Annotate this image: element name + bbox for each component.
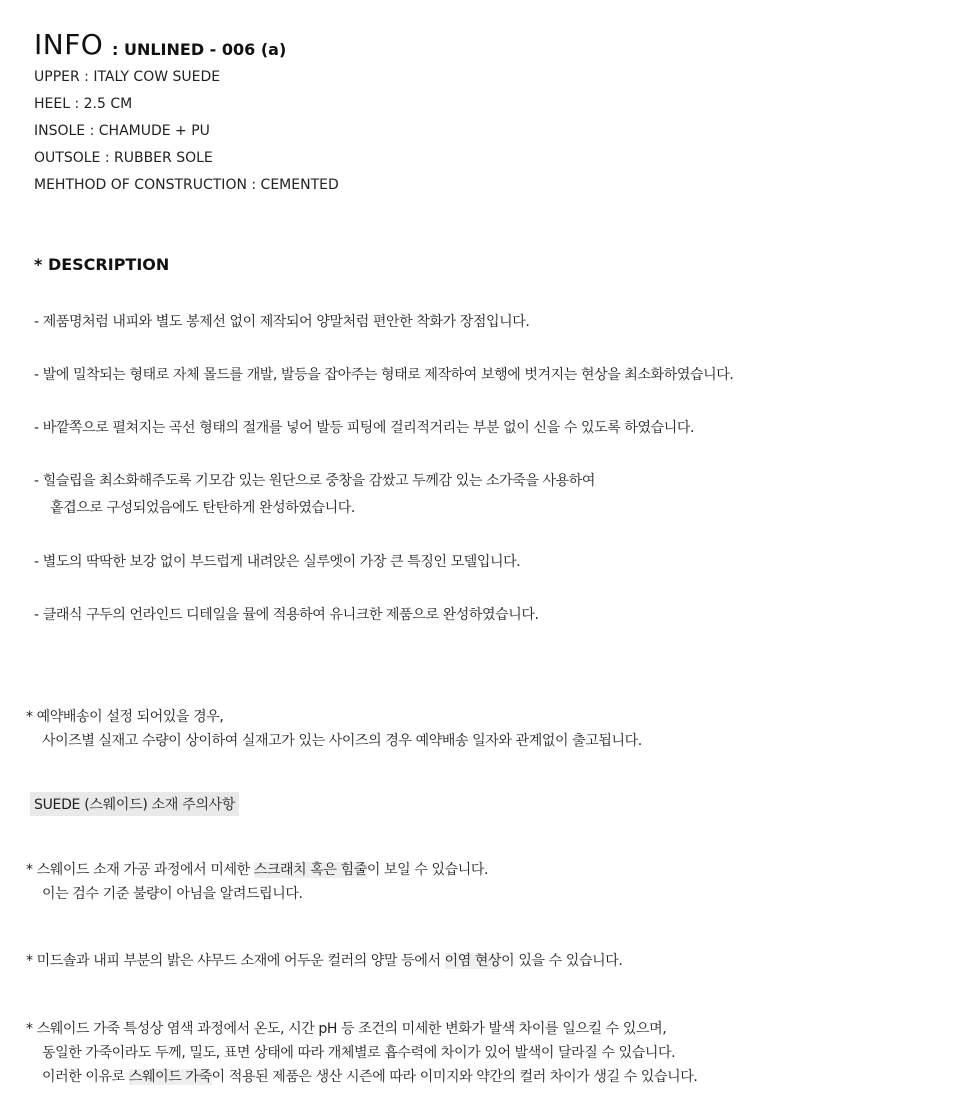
- suede-note-scratch: [26, 859, 488, 879]
- suede-note-text: * 스웨이드 소재 가공 과정에서 미세한: [26, 862, 254, 878]
- description-heading: * DESCRIPTION: [34, 255, 170, 274]
- product-code: : UNLINED - 006 (a): [112, 40, 287, 59]
- suede-note-dye-transfer: [26, 950, 622, 970]
- description-item-continuation: 홑겹으로 구성되었음에도 탄탄하게 완성하였습니다.: [50, 500, 355, 516]
- highlight-text: 이염 현상: [444, 953, 502, 969]
- spec-heel: HEEL : 2.5 CM: [34, 96, 133, 112]
- description-item: - 별도의 딱딱한 보강 없이 부드럽게 내려앉은 실루엣이 가장 큰 특징인 모델입니다.: [34, 554, 521, 570]
- description-item: - 힐슬립을 최소화해주도록 기모감 있는 원단으로 중창을 감쌌고 두께감 있는 소가죽을 사용하여: [34, 473, 596, 489]
- description-item: - 바깥쪽으로 펼쳐지는 곡선 형태의 절개를 넣어 발등 피팅에 걸리적거리는 부분 없이 신을 수 있도록 하였습니다.: [34, 420, 695, 436]
- suede-note-text: * 미드솔과 내피 부분의 밝은 샤무드 소재에 어두운 컬러의 양말 등에서: [26, 953, 445, 969]
- suede-note-color-continuation: [42, 1066, 697, 1086]
- reservation-note: * 예약배송이 설정 되어있을 경우,: [26, 709, 224, 725]
- highlight-text: 스웨이드 가죽: [128, 1069, 212, 1085]
- info-title: INFO: [34, 28, 104, 61]
- suede-note-color: * 스웨이드 가죽 특성상 염색 과정에서 온도, 시간 pH 등 조건의 미세한 변화가 발색 차이를 일으킬 수 있으며,: [26, 1021, 667, 1037]
- spec-outsole: OUTSOLE : RUBBER SOLE: [34, 150, 213, 166]
- suede-note-color-continuation: 동일한 가죽이라도 두께, 밀도, 표면 상태에 따라 개체별로 흡수력에 차이가 있어 발색이 달라질 수 있습니다.: [42, 1045, 676, 1061]
- suede-caution-title: SUEDE (스웨이드) 소재 주의사항: [30, 792, 239, 816]
- suede-note-text: 이 있을 수 있습니다.: [501, 953, 623, 969]
- suede-note-text: 이러한 이유로: [42, 1069, 129, 1085]
- spec-insole: INSOLE : CHAMUDE + PU: [34, 123, 210, 139]
- suede-note-scratch-continuation: 이는 검수 기준 불량이 아님을 알려드립니다.: [42, 886, 303, 902]
- description-item: - 클래식 구두의 언라인드 디테일을 뮬에 적용하여 유니크한 제품으로 완성하였습니다.: [34, 607, 539, 623]
- suede-note-text: 이 적용된 제품은 생산 시즌에 따라 이미지와 약간의 컬러 차이가 생길 수 있습니다.: [211, 1069, 698, 1085]
- spec-construction: MEHTHOD OF CONSTRUCTION : CEMENTED: [34, 177, 339, 193]
- description-item: - 제품명처럼 내피와 별도 봉제선 없이 제작되어 양말처럼 편안한 착화가 장점입니다.: [34, 314, 530, 330]
- reservation-note-continuation: 사이즈별 실재고 수량이 상이하여 실재고가 있는 사이즈의 경우 예약배송 일자와 관계없이 출고됩니다.: [42, 733, 642, 749]
- suede-note-text: 이 보일 수 있습니다.: [366, 862, 489, 878]
- spec-upper: UPPER : ITALY COW SUEDE: [34, 69, 221, 85]
- highlight-text: 스크래치 혹은 힘줄: [253, 862, 367, 878]
- description-item: - 발에 밀착되는 형태로 자체 몰드를 개발, 발등을 잡아주는 형태로 제작하여 보행에 벗겨지는 현상을 최소화하였습니다.: [34, 367, 734, 383]
